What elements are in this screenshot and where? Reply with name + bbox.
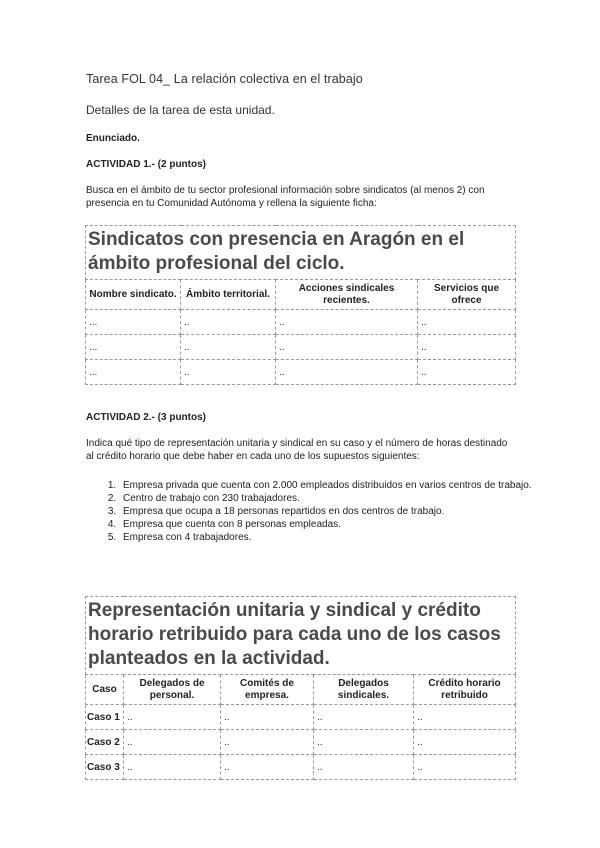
representacion-table-caption: Representación unitaria y sindical y crédito horario retribuido para cada uno de los casos planteados en la actividad. [86,597,516,675]
table-cell: ... [86,310,181,335]
table-cell: .. [181,310,276,335]
table-cell: .. [314,755,414,780]
table-cell: .. [124,705,221,730]
table-cell: .. [418,310,516,335]
table-row [86,360,516,385]
table-row [86,755,516,780]
column-header: Nombre sindicato. [86,280,181,310]
task-subtitle: Detalles de la tarea de esta unidad. [86,103,275,117]
table-cell: .. [276,310,418,335]
column-header: Caso [86,675,124,705]
table-cell: .. [414,730,516,755]
list-item: 1. Empresa privada que cuenta con 2.000 empleados distribuidos en varios centros de trabajo. [119,479,539,492]
list-item: 5. Empresa con 4 trabajadores. [119,531,539,544]
activity-2-heading: ACTIVIDAD 2.- (3 puntos) [86,412,206,423]
task-title: Tarea FOL 04_ La relación colectiva en el trabajo [86,72,363,86]
representacion-table [85,596,516,780]
table-cell: .. [181,360,276,385]
table-cell: .. [124,730,221,755]
table-cell: .. [314,730,414,755]
table-cell: .. [221,730,314,755]
table-cell: .. [221,705,314,730]
table-cell: .. [276,360,418,385]
table-cell: .. [314,705,414,730]
list-item: 3. Empresa que ocupa a 18 personas repartidos en dos centros de trabajo. [119,505,539,518]
table-cell: .. [181,335,276,360]
sindicatos-table [85,225,516,385]
column-header: Delegados de personal. [124,675,221,705]
row-label: Caso 1 [86,705,124,730]
table-cell: ... [86,360,181,385]
activity-1-heading: ACTIVIDAD 1.- (2 puntos) [86,159,206,170]
table-cell: .. [276,335,418,360]
table-cell: .. [414,755,516,780]
column-header: Comités de empresa. [221,675,314,705]
table-cell: .. [124,755,221,780]
cases-list [86,479,539,544]
sindicatos-table-caption: Sindicatos con presencia en Aragón en el ámbito profesional del ciclo. [86,226,516,280]
table-cell: .. [418,360,516,385]
table-cell: .. [414,705,516,730]
list-item: 2. Centro de trabajo con 230 trabajadores. [119,492,539,505]
column-header: Acciones sindicales recientes. [276,280,418,310]
table-row [86,335,516,360]
table-row [86,310,516,335]
row-label: Caso 2 [86,730,124,755]
table-cell: .. [221,755,314,780]
column-header: Delegados sindicales. [314,675,414,705]
activity-2-text: Indica qué tipo de representación unitaria y sindical en su caso y el número de horas destinado al crédito horario que debe haber en cada uno de los supuestos siguientes: [86,438,508,462]
row-label: Caso 3 [86,755,124,780]
enunciado-label: Enunciado. [86,133,140,144]
activity-1-text: Busca en el ámbito de tu sector profesional información sobre sindicatos (al menos 2) con presencia en tu Comunidad Autónoma y rellena la siguiente ficha: [86,185,485,209]
table-row [86,730,516,755]
table-cell: ... [86,335,181,360]
column-header: Crédito horario retribuido [414,675,516,705]
table-row [86,705,516,730]
column-header: Servicios que ofrece [418,280,516,310]
column-header: Ámbito territorial. [181,280,276,310]
list-item: 4. Empresa que cuenta con 8 personas empleadas. [119,518,539,531]
table-cell: .. [418,335,516,360]
